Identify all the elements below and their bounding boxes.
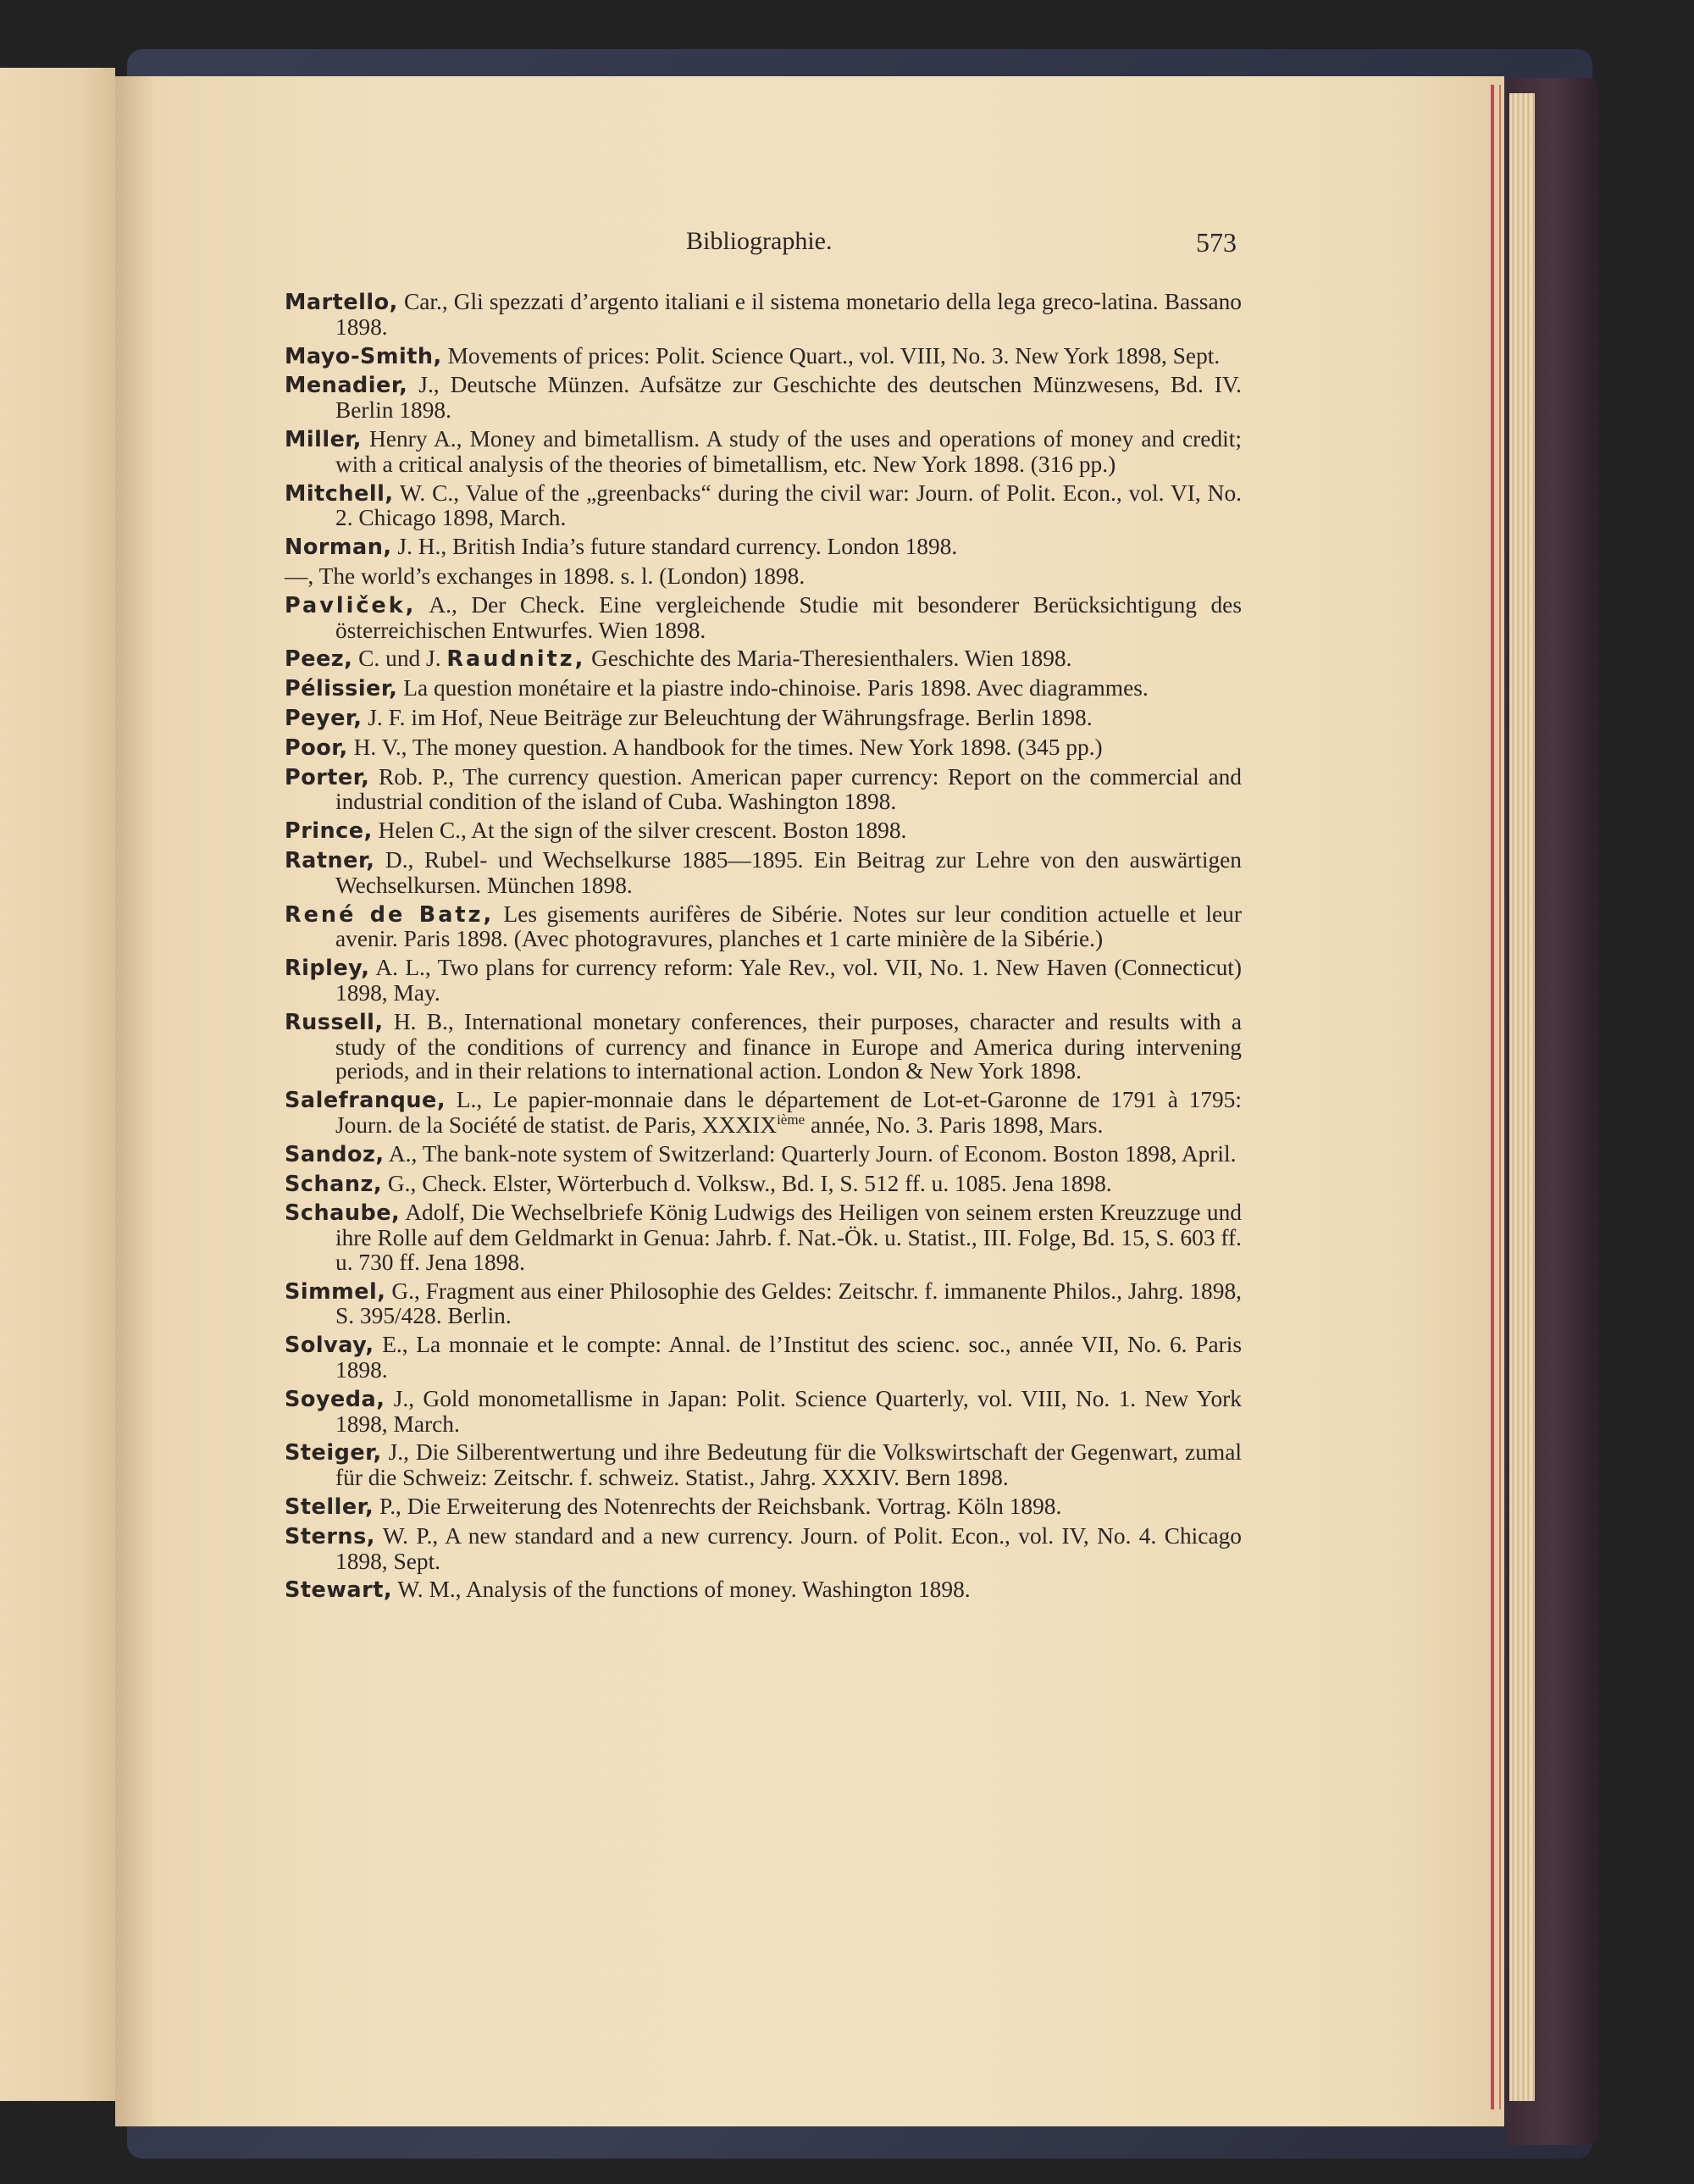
entry-author: Poor, <box>285 734 348 761</box>
entry-text: Rob. P., The currency question. American paper currency: Report on the commercial and industrial condition of the island of Cuba. Washington 1898. <box>335 763 1242 815</box>
entry-text: W. C., Value of the „greenbacks“ during the civil war: Journ. of Polit. Econ., vol. VI, No. 2. Chicago 1898, March. <box>335 479 1242 531</box>
entry-author: Solvay, <box>285 1333 374 1359</box>
bibliography-entry <box>285 956 1242 1006</box>
entry-text: Geschichte des Maria-Theresienthalers. Wien 1898. <box>585 646 1072 672</box>
entry-author: Miller, <box>285 426 362 452</box>
bibliography-entry <box>285 373 1242 423</box>
entry-text: G., Fragment aus einer Philosophie des Geldes: Zeitschr. f. immanente Philos., Jahrg. 1898, S. 395/428. Berlin. <box>335 1278 1242 1329</box>
entry-author: Raudnitz, <box>446 646 586 673</box>
entry-text: A., Der Check. Eine vergleichende Studie mit besonderer Berücksichtigung des österreichischen Entwurfes. Wien 1898. <box>335 591 1242 643</box>
entry-text: L., Le papier-monnaie dans le département de Lot-et-Garonne de 1791 à 1795: Journ. de la Société de statist. de Paris, XXXIX <box>335 1087 1242 1138</box>
entry-text: Henry A., Money and bimetallism. A study of the uses and operations of money and credit; with a critical analysis of the theories of bimetallism, etc. New York 1898. (316 pp.) <box>335 425 1242 477</box>
entry-text: Helen C., At the sign of the silver crescent. Boston 1898. <box>372 818 907 844</box>
entry-author: Martello, <box>285 290 398 315</box>
bibliography-entry <box>285 564 1242 589</box>
bibliography-entry <box>285 1387 1242 1437</box>
entry-text: H. B., International monetary conferences, their purposes, character and results with a study of the conditions of currency and finance in Europe and America during intervening periods, and in their relations to international action. London & New York 1898. <box>335 1008 1242 1084</box>
entry-text: J., Deutsche Münzen. Aufsätze zur Geschichte des deutschen Münzwesens, Bd. IV. Berlin 1898. <box>335 372 1242 424</box>
bibliography-entry <box>285 1524 1242 1574</box>
bibliography-entry <box>285 535 1242 560</box>
entry-text: G., Check. Elster, Wörterbuch d. Volksw., Bd. I, S. 512 ff. u. 1085. Jena 1898. <box>382 1170 1112 1196</box>
entry-text: J. H., British India’s future standard currency. London 1898. <box>391 534 958 560</box>
entry-author: Ripley, <box>285 956 370 982</box>
bibliography-entry <box>285 1440 1242 1490</box>
red-page-edge-line <box>1491 85 1494 2109</box>
entry-text: Adolf, Die Wechselbriefe König Ludwigs des Heiligen von seinem ersten Kreuzzuge und ihre Rolle auf dem Geldmarkt in Genua: Jahrb. f. Nat.-Ök. u. Statist., III. Folge, Bd. 15, S. 603 ff. u. 730 ff. Jena 1898. <box>335 1200 1242 1275</box>
entry-text: Les gisements aurifères de Sibérie. Notes sur leur condition actuelle et leur avenir. Paris 1898. (Avec photogravures, planches et 1 carte minière de la Sibérie.) <box>335 901 1242 952</box>
entry-text: E., La monnaie et le compte: Annal. de l’Institut des scienc. soc., année VII, No. 6. Paris 1898. <box>335 1332 1242 1383</box>
entry-text: W. M., Analysis of the functions of money. Washington 1898. <box>392 1577 971 1603</box>
bibliography-entry <box>285 646 1242 672</box>
bibliography-entry <box>285 848 1242 898</box>
bibliography-list <box>285 290 1242 1607</box>
bibliography-entry <box>285 818 1242 844</box>
bibliography-entry <box>285 1333 1242 1383</box>
bibliography-entry <box>285 1172 1242 1197</box>
bibliography-entry <box>285 1494 1242 1520</box>
entry-text: W. P., A new standard and a new currency. Journ. of Polit. Econ., vol. IV, No. 4. Chicago 1898, Sept. <box>335 1522 1242 1574</box>
entry-author: Simmel, <box>285 1278 386 1305</box>
bibliography-entry <box>285 676 1242 701</box>
bibliography-entry <box>285 1279 1242 1329</box>
running-head: Bibliographie. <box>686 227 833 255</box>
entry-author: Pavliček, <box>285 592 417 618</box>
entry-text: Car., Gli spezzati d’argento italiani e il sistema monetario della lega greco-latina. Bassano 1898. <box>335 289 1242 340</box>
bibliography-entry <box>285 735 1242 761</box>
red-page-edge-line <box>1499 85 1501 2109</box>
entry-author: Soyeda, <box>285 1386 385 1412</box>
entry-text: P., Die Erweiterung des Notenrechts der Reichsbank. Vortrag. Köln 1898. <box>374 1494 1062 1520</box>
bibliography-entry <box>285 902 1242 952</box>
entry-author: Steiger, <box>285 1440 382 1466</box>
page-header <box>288 227 1237 269</box>
entry-author: Prince, <box>285 818 373 845</box>
bibliography-entry <box>285 1142 1242 1167</box>
entry-text: A., The bank-note system of Switzerland: Quarterly Journ. of Econom. Boston 1898, April. <box>384 1140 1237 1167</box>
entry-text: C. und J. <box>352 646 447 672</box>
entry-author: Sandoz, <box>285 1141 385 1167</box>
entry-text: La question monétaire et la piastre indo-chinoise. Paris 1898. Avec diagrammes. <box>397 675 1149 701</box>
entry-author: Norman, <box>285 535 392 561</box>
bibliography-entry <box>285 1010 1242 1084</box>
entry-author: Russell, <box>285 1009 384 1035</box>
entry-text: J. F. im Hof, Neue Beiträge zur Beleuchtung der Währungsfrage. Berlin 1898. <box>362 704 1093 730</box>
bibliography-entry <box>285 706 1242 731</box>
entry-text: H. V., The money question. A handbook for the times. New York 1898. (345 pp.) <box>347 734 1103 760</box>
entry-text: J., Gold monometallisme in Japan: Polit. Science Quarterly, vol. VIII, No. 1. New York 1898, March. <box>335 1385 1242 1437</box>
entry-text: J., Die Silberentwertung und ihre Bedeutung für die Volkswirtschaft der Gegenwart, zumal für die Schweiz: Zeitschr. f. schweiz. Statist., Jahrg. XXXIV. Bern 1898. <box>335 1439 1242 1491</box>
entry-text: Movements of prices: Polit. Science Quart., vol. VIII, No. 3. New York 1898, Sept. <box>441 342 1221 369</box>
entry-author: Steller, <box>285 1494 374 1521</box>
entry-text: A. L., Two plans for currency reform: Yale Rev., vol. VII, No. 1. New Haven (Connecticut) 1898, May. <box>335 955 1242 1006</box>
entry-author: Porter, <box>285 764 370 790</box>
page-stack-edge <box>1509 93 1535 2101</box>
entry-author: Schanz, <box>285 1171 383 1197</box>
entry-text: —, The world’s exchanges in 1898. s. l. (London) 1898. <box>285 563 805 589</box>
bibliography-entry <box>285 290 1242 340</box>
entry-author: Stewart, <box>285 1577 393 1604</box>
entry-author: Mayo-Smith, <box>285 343 442 369</box>
bibliography-entry <box>285 1577 1242 1603</box>
page-number: 573 <box>1196 227 1237 258</box>
entry-text: année, No. 3. Paris 1898, Mars. <box>805 1111 1104 1138</box>
bibliography-entry <box>285 593 1242 643</box>
bibliography-entry <box>285 1200 1242 1274</box>
entry-author: Sterns, <box>285 1523 375 1549</box>
entry-author: Pélissier, <box>285 676 398 702</box>
entry-author: René de Batz, <box>285 901 495 928</box>
left-page-edge <box>0 68 115 2101</box>
entry-superscript: ième <box>777 1111 805 1128</box>
entry-author: Peyer, <box>285 705 363 731</box>
entry-author: Menadier, <box>285 373 408 399</box>
entry-author: Ratner, <box>285 847 375 873</box>
entry-author: Mitchell, <box>285 480 394 507</box>
entry-text: D., Rubel- und Wechselkurse 1885—1895. Ein Beitrag zur Lehre von den auswärtigen Wechselkursen. München 1898. <box>335 846 1242 898</box>
entry-author: Salefranque, <box>285 1088 446 1114</box>
bibliography-entry <box>285 1088 1242 1138</box>
entry-author: Peez, <box>285 646 353 673</box>
bibliography-entry <box>285 427 1242 477</box>
bibliography-entry <box>285 765 1242 815</box>
entry-author: Schaube, <box>285 1200 401 1227</box>
bibliography-entry <box>285 344 1242 369</box>
bibliography-entry <box>285 481 1242 531</box>
